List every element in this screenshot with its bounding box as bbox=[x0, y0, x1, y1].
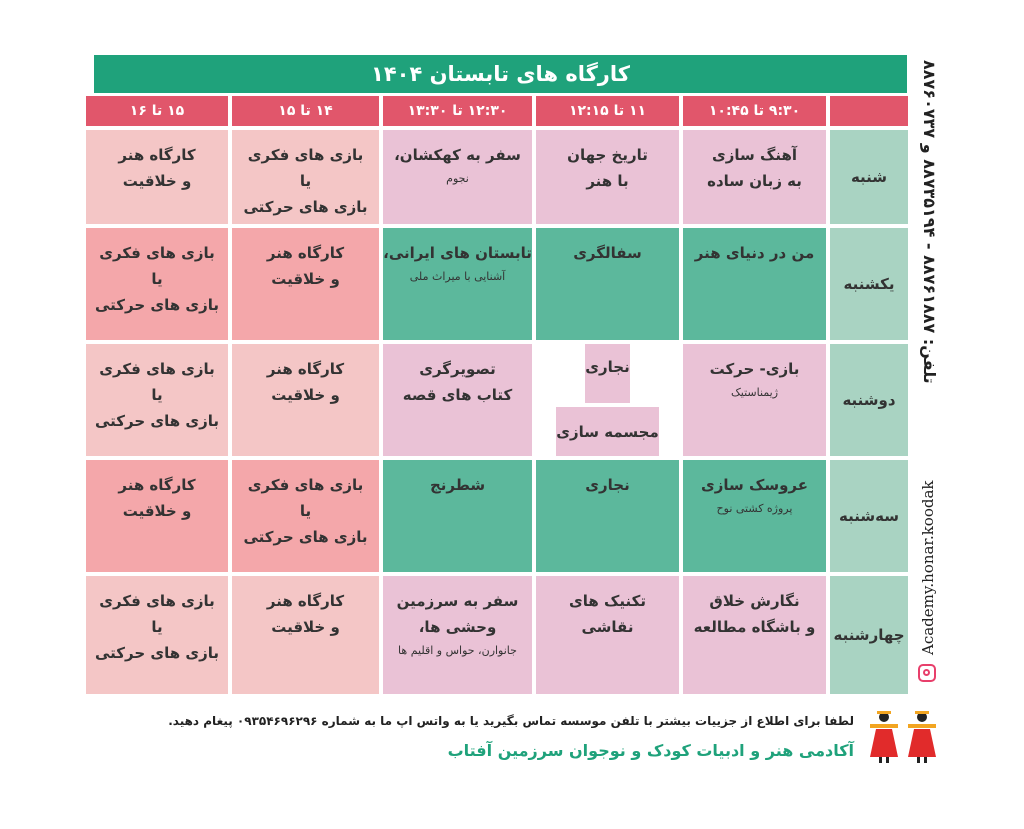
cell-subtitle: نجوم bbox=[446, 172, 469, 185]
page-title: کارگاه های تابستان ۱۴۰۴ bbox=[94, 55, 907, 93]
cell-line: عروسک سازی bbox=[701, 476, 808, 494]
cell-line: بازی های فکری bbox=[99, 592, 215, 610]
table-cell bbox=[232, 228, 379, 340]
table-cell bbox=[86, 460, 228, 572]
cell-line: یا bbox=[299, 502, 312, 520]
cell-line: بازی های فکری bbox=[99, 360, 215, 378]
cell-line: و خلاقیت bbox=[271, 386, 340, 404]
day-cell-sunday: یکشنبه bbox=[830, 228, 908, 340]
cell-line: نقاشی bbox=[581, 618, 634, 636]
cell-line: نجاری bbox=[585, 476, 630, 494]
cell-line: کارگاه هنر bbox=[266, 592, 345, 610]
cell-line: وحشی ها، bbox=[418, 618, 497, 636]
cell-line: و خلاقیت bbox=[271, 270, 340, 288]
cell-line: و خلاقیت bbox=[271, 618, 340, 636]
cell-subtitle: جانوارن، حواس و اقلیم ها bbox=[398, 644, 517, 657]
table-cell bbox=[232, 576, 379, 694]
header-cell-slot-1: ۹:۳۰ تا ۱۰:۴۵ bbox=[683, 96, 826, 126]
cell-line: سفر به سرزمین bbox=[396, 592, 519, 610]
day-cell-saturday: شنبه bbox=[830, 130, 908, 224]
instagram-icon bbox=[918, 664, 936, 682]
cell-line: بازی های فکری bbox=[247, 146, 364, 164]
cell-line: سفر به کهکشان، bbox=[394, 146, 521, 164]
header-cell-corner bbox=[830, 96, 908, 126]
table-cell bbox=[683, 576, 826, 694]
cell-line: یا bbox=[151, 618, 163, 636]
footer-note: لطفا برای اطلاع از جزییات بیشتر با تلفن موسسه تماس بگیرید یا به واتس اپ ما به شماره ۰۹۳۵۴۶۹۶۲۹۶ پیغام دهید. bbox=[168, 714, 854, 728]
header-cell-slot-5: ۱۵ تا ۱۶ bbox=[86, 96, 228, 126]
cell-line: کارگاه هنر bbox=[266, 244, 345, 262]
cell-line: و باشگاه مطالعه bbox=[693, 618, 816, 636]
phone-numbers: تلفن: ۸۸۷۶۱۸۸۷ - ۸۸۷۳۵۱۹۴ و ۸۸۷۶۰۷۳۷ bbox=[920, 60, 939, 384]
table-cell-split bbox=[536, 344, 679, 456]
cell-line: آهنگ سازی bbox=[712, 146, 798, 164]
table-cell bbox=[383, 130, 532, 224]
day-cell-wednesday: چهارشنبه bbox=[830, 576, 908, 694]
table-cell bbox=[683, 228, 826, 340]
table-cell bbox=[683, 460, 826, 572]
cell-line: تابستان های ایرانی، bbox=[383, 244, 532, 262]
cell-line: و خلاقیت bbox=[122, 172, 192, 190]
cell-line: تصویرگری bbox=[419, 360, 496, 378]
cell-line: بازی های حرکتی bbox=[94, 296, 220, 314]
cell-line: بازی- حرکت bbox=[709, 360, 800, 378]
schedule-table bbox=[94, 96, 908, 689]
cell-line: سفالگری bbox=[573, 244, 642, 262]
cell-line: تاریخ جهان bbox=[567, 146, 648, 164]
cell-line: به زبان ساده bbox=[707, 172, 802, 190]
cell-line: یا bbox=[151, 386, 163, 404]
table-cell bbox=[383, 576, 532, 694]
table-cell bbox=[383, 344, 532, 456]
header-cell-slot-3: ۱۲:۳۰ تا ۱۳:۳۰ bbox=[383, 96, 532, 126]
cell-subtitle: آشنایی با میراث ملی bbox=[409, 270, 506, 283]
header-cell-slot-2: ۱۱ تا ۱۲:۱۵ bbox=[536, 96, 679, 126]
cell-subtitle: پروژه کشتی نوح bbox=[716, 502, 793, 515]
cell-line: تکنیک های bbox=[569, 592, 646, 610]
table-cell bbox=[232, 460, 379, 572]
table-cell bbox=[86, 130, 228, 224]
cell-line: نگارش خلاق bbox=[709, 592, 800, 610]
table-cell bbox=[536, 130, 679, 224]
cell-line: با هنر bbox=[586, 172, 629, 190]
academy-logo bbox=[864, 707, 944, 767]
table-cell bbox=[536, 460, 679, 572]
day-cell-tuesday: سه‌شنبه bbox=[830, 460, 908, 572]
header-cell-slot-4: ۱۴ تا ۱۵ bbox=[232, 96, 379, 126]
table-cell bbox=[232, 344, 379, 456]
table-cell bbox=[86, 228, 228, 340]
cell-line: بازی های حرکتی bbox=[243, 528, 368, 546]
cell-line: مجسمه سازی bbox=[556, 407, 659, 456]
cell-line: کارگاه هنر bbox=[118, 476, 196, 494]
table-cell bbox=[383, 460, 532, 572]
cell-line: کارگاه هنر bbox=[118, 146, 196, 164]
cell-line: بازی های حرکتی bbox=[94, 412, 220, 430]
website-label: Academy.honar.koodak bbox=[919, 480, 937, 655]
cell-line: نجاری bbox=[585, 344, 629, 403]
cell-line: بازی های فکری bbox=[99, 244, 215, 262]
cell-line: کارگاه هنر bbox=[266, 360, 345, 378]
table-cell bbox=[536, 576, 679, 694]
table-cell bbox=[86, 576, 228, 694]
cell-line: یا bbox=[151, 270, 163, 288]
table-cell bbox=[232, 130, 379, 224]
table-cell bbox=[383, 228, 532, 340]
cell-line: و خلاقیت bbox=[122, 502, 192, 520]
cell-line: شطرنج bbox=[429, 476, 486, 494]
cell-line: بازی های حرکتی bbox=[94, 644, 220, 662]
table-cell bbox=[683, 130, 826, 224]
table-cell bbox=[683, 344, 826, 456]
footer-brand: آکادمی هنر و ادبیات کودک و نوجوان سرزمین آفتاب bbox=[447, 741, 854, 760]
table-cell bbox=[536, 228, 679, 340]
day-cell-monday: دوشنبه bbox=[830, 344, 908, 456]
cell-line: بازی های فکری bbox=[247, 476, 364, 494]
cell-line: کتاب های قصه bbox=[402, 386, 513, 404]
table-cell bbox=[86, 344, 228, 456]
cell-line: من در دنیای هنر bbox=[694, 244, 815, 262]
cell-subtitle: ژیمناستیک bbox=[730, 386, 779, 399]
cell-line: یا bbox=[299, 172, 312, 190]
cell-line: بازی های حرکتی bbox=[243, 198, 368, 216]
